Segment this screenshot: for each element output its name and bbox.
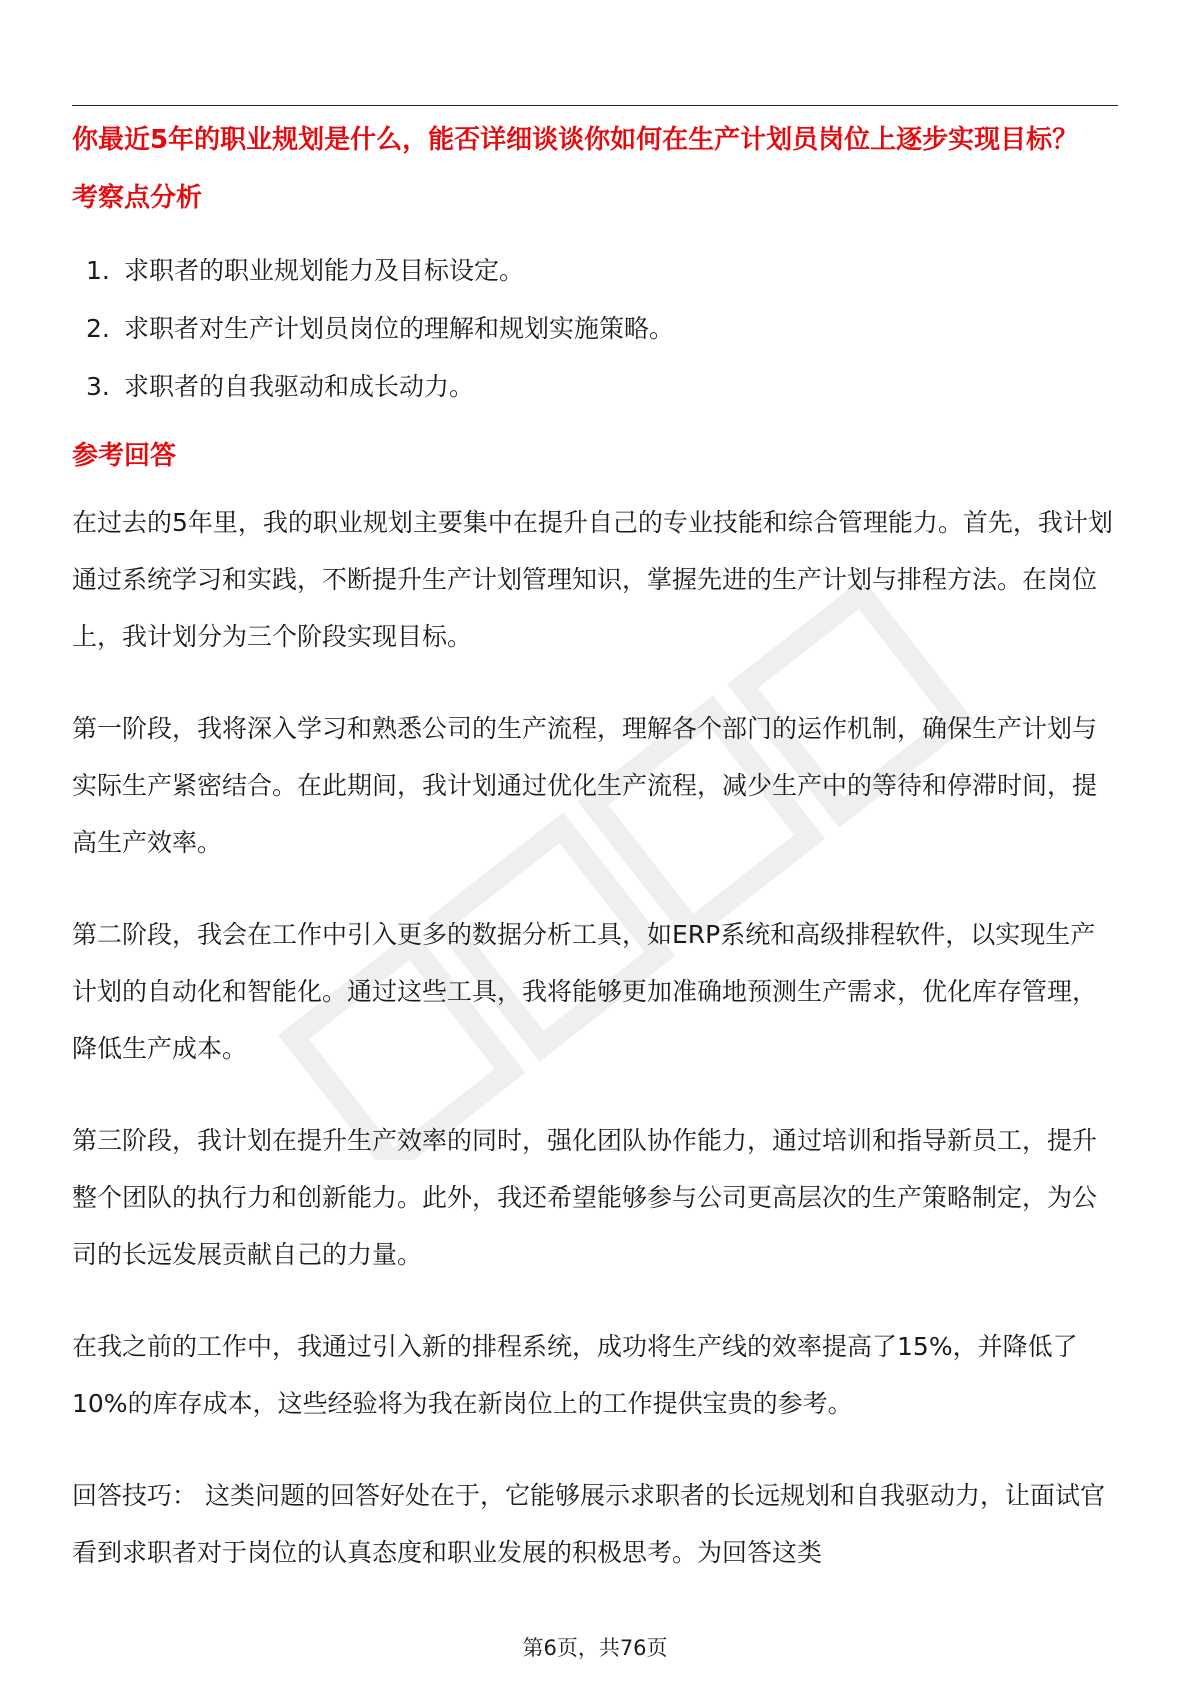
answer-paragraph: 第一阶段，我将深入学习和熟悉公司的生产流程，理解各个部门的运作机制，确保生产计划与实际生产紧密结合。在此期间，我计划通过优化生产流程，减少生产中的等待和停滞时间，提高生产效率。 <box>72 714 1098 857</box>
question-heading: 你最近5年的职业规划是什么，能否详细谈谈你如何在生产计划员岗位上逐步实现目标？ <box>72 125 1079 155</box>
answer-paragraph: 第三阶段，我计划在提升生产效率的同时，强化团队协作能力，通过培训和指导新员工，提升整个团队的执行力和创新能力。此外，我还希望能够参与公司更高层次的生产策略制定，为公司的长远发展贡献自己的力量。 <box>72 1126 1098 1269</box>
page-content <box>72 118 1118 1581</box>
list-item-number: 3. <box>86 372 110 401</box>
list-item-text: 求职者的自我驱动和成长动力。 <box>124 372 475 401</box>
answer-tip-paragraph: 回答技巧： 这类问题的回答好处在于，它能够展示求职者的长远规划和自我驱动力，让面试官看到求职者对于岗位的认真态度和职业发展的积极思考。为回答这类 <box>72 1481 1105 1567</box>
answer-title: 参考回答 <box>72 441 177 471</box>
list-item <box>72 242 1118 300</box>
answer-paragraph: 第二阶段，我会在工作中引入更多的数据分析工具，如ERP系统和高级排程软件，以实现生产计划的自动化和智能化。通过这些工具，我将能够更加准确地预测生产需求，优化库存管理，降低生产成本。 <box>72 920 1098 1063</box>
list-item <box>72 358 1118 416</box>
top-divider <box>72 105 1118 106</box>
list-item-text: 求职者对生产计划员岗位的理解和规划实施策略。 <box>124 314 675 343</box>
list-item-number: 2. <box>86 314 110 343</box>
page-number: 第6页，共76页 <box>522 1636 668 1660</box>
list-item-number: 1. <box>86 256 110 285</box>
answer-paragraph: 在过去的5年里，我的职业规划主要集中在提升自己的专业技能和综合管理能力。首先，我计划通过系统学习和实践，不断提升生产计划管理知识，掌握先进的生产计划与排程方法。在岗位上，我计划分为三个阶段实现目标。 <box>72 508 1113 651</box>
analysis-list <box>72 242 1118 416</box>
list-item <box>72 300 1118 358</box>
analysis-title: 考察点分析 <box>72 183 203 213</box>
answer-paragraph: 在我之前的工作中，我通过引入新的排程系统，成功将生产线的效率提高了15%，并降低了10%的库存成本，这些经验将为我在新岗位上的工作提供宝贵的参考。 <box>72 1332 1078 1418</box>
list-item-text: 求职者的职业规划能力及目标设定。 <box>124 256 525 285</box>
